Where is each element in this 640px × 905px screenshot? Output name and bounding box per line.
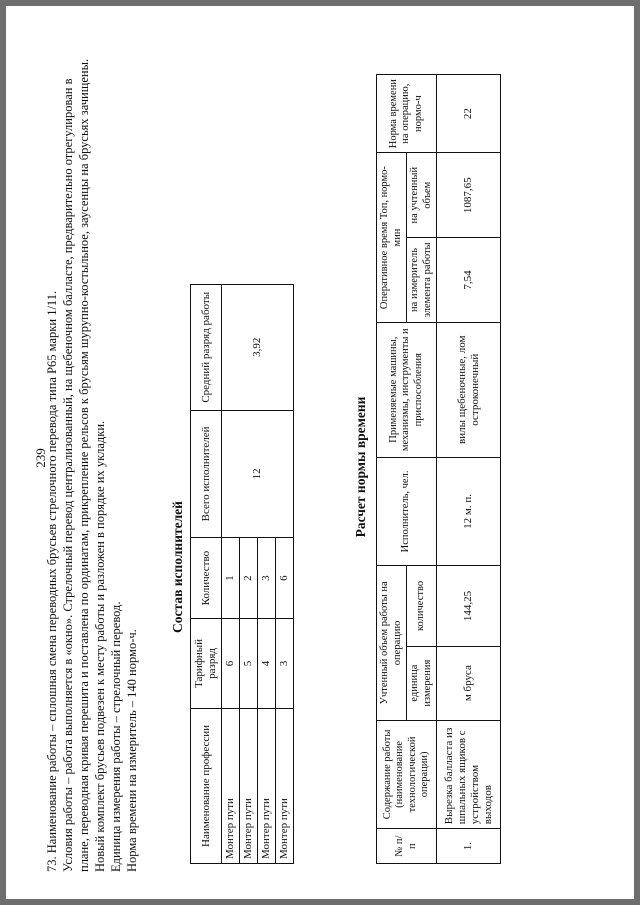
total-cell: 12 [222, 410, 294, 538]
norm-title: Расчет нормы времени [353, 396, 368, 538]
profession-cell: Монтер пути [240, 708, 258, 863]
row-per-volume-cell: 1087,65 [437, 153, 501, 238]
row-unit-cell: м бруса [437, 646, 501, 720]
staff-header-row [191, 285, 222, 864]
row-executors-cell: 12 м. п. [437, 457, 501, 566]
norm-header-optime: Оперативное время Топ, нормо-мин [377, 153, 407, 323]
staff-header-total: Всего исполнителей [191, 410, 222, 538]
work-unit: Единица измерения работы – стрелочный перевод. [109, 601, 123, 872]
work-norm: Норма времени на измеритель – 140 нормо-ч. [125, 629, 139, 872]
norm-header-row [377, 75, 407, 864]
page-number: 239 [33, 448, 48, 468]
staff-header-profession: Наименование профессии [191, 708, 222, 863]
norm-header-qty: количество [407, 566, 437, 646]
norm-header-num: № п/п [377, 829, 437, 864]
staff-header-grade: Тарифный разряд [191, 618, 222, 708]
row-qty-cell: 144,25 [437, 566, 501, 646]
grade-cell: 6 [222, 618, 240, 708]
grade-cell: 4 [258, 618, 276, 708]
page [6, 6, 634, 899]
profession-cell: Монтер пути [222, 708, 240, 863]
norm-header-machines: Применяемые машины, механизмы, инструменты и приспособления [377, 322, 437, 457]
staff-header-avg: Средний разряд работы [191, 285, 222, 411]
norm-header-normtime: Норма времени на операцию, нормо-ч [377, 75, 437, 153]
row-normtime-cell: 22 [437, 75, 501, 153]
count-cell: 6 [276, 538, 294, 619]
row-num-cell: 1. [437, 829, 501, 864]
norm-header-volume: Учтенный объем работы на операцию [377, 566, 407, 720]
norm-header-per-meter: на измеритель элемента работы [407, 238, 437, 323]
work-conditions: Условия работы – работа выполняется в «окно». Стрелочный перевод централизованный, на щебеночном балласте, предварительно отрегулирован в плане, переводная кривая перешита и поставлена по ординатам, прикрепление рельсов к брусьям шурупно-костыльное, заусенцы на брусьях зачищены. Новый комплект брусьев подвезен к месту работы и разложен в порядке их укладки. [61, 58, 107, 872]
count-cell: 3 [258, 538, 276, 619]
count-cell: 2 [240, 538, 258, 619]
row-machines-cell: вилы щебеночные, лом остроконечный [437, 322, 501, 457]
profession-cell: Монтер пути [258, 708, 276, 863]
grade-cell: 3 [276, 618, 294, 708]
grade-cell: 5 [240, 618, 258, 708]
intro-text [44, 42, 140, 872]
count-cell: 1 [222, 538, 240, 619]
rotated-content [20, 19, 631, 897]
norm-header-executors: Исполнитель, чел. [377, 457, 437, 566]
table-row [222, 285, 240, 864]
norm-header-content: Содержание работы (наименование технологической операции) [377, 720, 437, 829]
avg-grade-cell: 3,92 [222, 285, 294, 411]
norm-header-unit: единица измерения [407, 646, 437, 720]
staff-table [190, 284, 294, 864]
staff-header-count: Количество [191, 538, 222, 619]
table-row [437, 75, 501, 864]
norm-header-per-volume: на учтенный объем [407, 153, 437, 238]
norm-table [376, 74, 501, 864]
work-title: 73. Наименование работы – сплошная смена переводных брусьев стрелочного перевода типа Р65 марки 1/11. [45, 290, 59, 872]
staff-title: Состав исполнителей [170, 501, 185, 633]
row-content-cell: Вырезка балласта из шпальных ящиков с устройством выходов [437, 720, 501, 829]
profession-cell: Монтер пути [276, 708, 294, 863]
row-per-meter-cell: 7,54 [437, 238, 501, 323]
